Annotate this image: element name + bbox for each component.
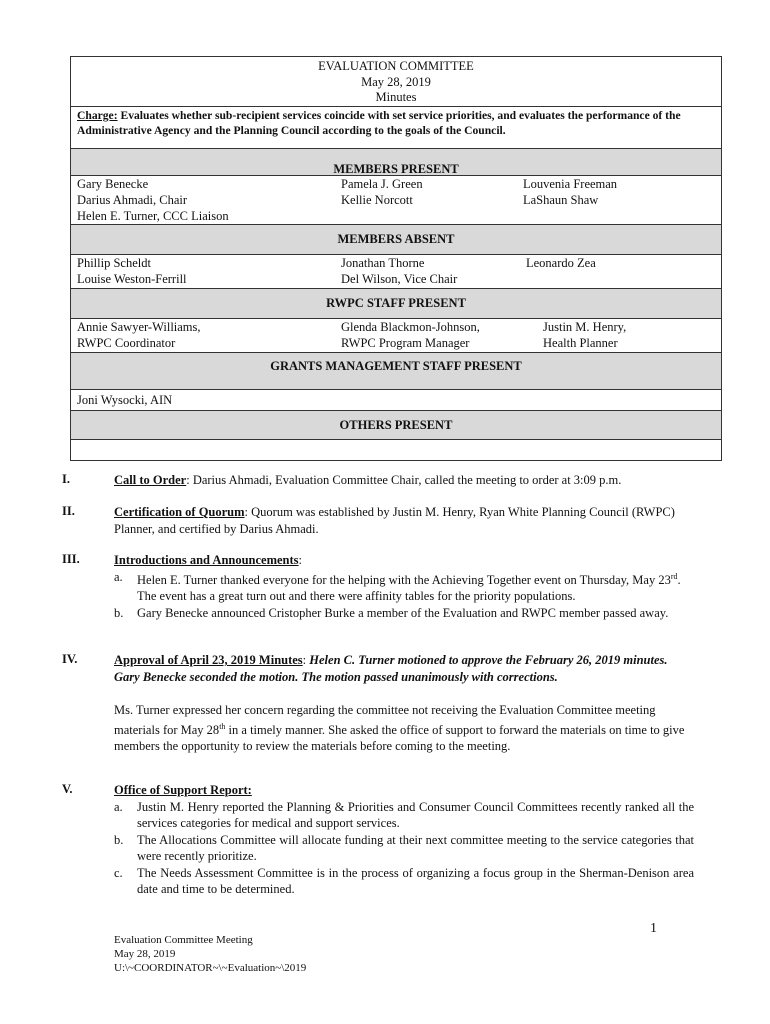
- members-absent-heading: MEMBERS ABSENT: [71, 224, 721, 255]
- grants-staff-heading: GRANTS MANAGEMENT STAFF PRESENT: [71, 352, 721, 390]
- charge-label: Charge:: [77, 108, 118, 122]
- footer: [114, 933, 306, 975]
- members-present-heading: MEMBERS PRESENT: [71, 148, 721, 176]
- list-label: c.: [114, 865, 123, 880]
- motion-text: Helen C. Turner motioned to approve the February 26, 2019 minutes. Gary Benecke seconded the motion. The motion passed unanimously with corrections.: [114, 653, 668, 684]
- document-subtitle: Minutes: [375, 90, 417, 104]
- members-present-list: [71, 176, 721, 224]
- certification-of-quorum: [114, 504, 694, 537]
- list-text: Gary Benecke announced Cristopher Burke a member of the Evaluation and RWPC member passed away.: [137, 605, 669, 620]
- member-name: Louise Weston-Ferrill: [77, 271, 187, 286]
- meeting-date: May 28, 2019: [361, 74, 431, 89]
- others-present-heading: OTHERS PRESENT: [71, 410, 721, 440]
- member-name: Leonardo Zea: [526, 255, 596, 270]
- member-name: Gary Benecke: [77, 176, 149, 191]
- footer-line: Evaluation Committee Meeting: [114, 934, 253, 946]
- section-heading: Call to Order: [114, 473, 187, 487]
- approval-of-minutes: [114, 652, 694, 755]
- staff-name: Glenda Blackmon-Johnson,: [341, 319, 480, 334]
- staff-title: Health Planner: [543, 335, 618, 350]
- member-name: Jonathan Thorne: [341, 255, 425, 270]
- section-heading: Certification of Quorum: [114, 505, 245, 519]
- list-item: [114, 799, 694, 832]
- list-label: a.: [114, 799, 123, 814]
- list-text: . The event has a great turn out and there were affinity tables for the priority populations.: [137, 572, 681, 604]
- staff-present-list: [71, 319, 721, 352]
- paragraph-text: in a timely manner. She asked the office of support to forward the materials on time to give members the opportunity to review the materials before coming to the meeting.: [114, 722, 685, 754]
- footer-line: May 28, 2019: [114, 948, 176, 960]
- section-heading: Approval of April 23, 2019 Minutes: [114, 653, 303, 667]
- member-name: Louvenia Freeman: [523, 176, 618, 191]
- member-name: Pamela J. Green: [341, 176, 423, 191]
- staff-title: RWPC Coordinator: [77, 335, 176, 350]
- member-name: Phillip Scheldt: [77, 255, 151, 270]
- list-text: The Needs Assessment Committee is in the process of organizing a focus group in the Sherman-Denison area date and time to be determined.: [137, 865, 694, 896]
- staff-name: Justin M. Henry,: [543, 319, 627, 334]
- item-number: II.: [62, 504, 75, 518]
- list-item: [114, 832, 694, 865]
- page-number: 1: [650, 921, 657, 936]
- member-name: Del Wilson, Vice Chair: [341, 271, 458, 286]
- list-text: Helen E. Turner thanked everyone for the helping with the Achieving Together event on Thursday, May 23: [137, 572, 671, 587]
- item-number: V.: [62, 782, 73, 796]
- section-heading: Office of Support Report:: [114, 783, 252, 797]
- list-label: b.: [114, 832, 124, 847]
- footer-line: U:\~COORDINATOR~\~Evaluation~\2019: [114, 962, 307, 974]
- title-block: [71, 57, 721, 106]
- others-present-list: [71, 440, 721, 460]
- colon: :: [298, 553, 303, 567]
- item-number: III.: [62, 552, 80, 566]
- item-number: IV.: [62, 652, 78, 666]
- colon: :: [302, 653, 310, 667]
- list-item: [114, 605, 694, 622]
- staff-name: Annie Sawyer-Williams,: [77, 319, 201, 334]
- paragraph-text: Ms. Turner expressed her concern regarding the committee not receiving the Evaluation Committee meeting materials for May 28: [114, 703, 656, 737]
- list-text: Justin M. Henry reported the Planning & Priorities and Consumer Council Committees recently ranked all the services categories for medical and support services.: [137, 799, 694, 830]
- ordinal-suffix: rd: [670, 571, 678, 581]
- list-item: [114, 865, 694, 898]
- list-text: The Allocations Committee will allocate funding at their next committee meeting to the service categories that were recently prioritize.: [137, 832, 694, 863]
- staff-present-heading: RWPC STAFF PRESENT: [71, 288, 721, 319]
- members-absent-list: [71, 255, 721, 288]
- section-text: : Darius Ahmadi, Evaluation Committee Chair, called the meeting to order at 3:09 p.m.: [186, 473, 622, 487]
- list-item: [114, 569, 694, 605]
- charge-text: Evaluates whether sub-recipient services coincide with set service priorities, and evaluates the performance of the Administrative Agency and the Planning Council according to the goals of the Council.: [77, 108, 681, 137]
- charge-statement: [71, 106, 721, 148]
- member-name: Kellie Norcott: [341, 192, 413, 207]
- document-title: EVALUATION COMMITTEE: [318, 59, 474, 73]
- office-of-support-report: [114, 782, 694, 898]
- grants-staff-name: Joni Wysocki, AIN: [77, 392, 173, 407]
- header-table: [70, 56, 722, 461]
- staff-title: RWPC Program Manager: [341, 335, 470, 350]
- item-number: I.: [62, 472, 70, 486]
- call-to-order: [114, 472, 694, 489]
- list-label: b.: [114, 605, 124, 620]
- section-heading: Introductions and Announcements: [114, 553, 299, 567]
- introductions-announcements: [114, 552, 694, 621]
- list-label: a.: [114, 569, 123, 584]
- member-name: Helen E. Turner, CCC Liaison: [77, 208, 229, 223]
- concern-paragraph: [114, 702, 694, 755]
- section-text: : Quorum was established by Justin M. Henry, Ryan White Planning Council (RWPC) Planner, and certified by Darius Ahmadi.: [114, 505, 675, 536]
- member-name: Darius Ahmadi, Chair: [77, 192, 188, 207]
- member-name: LaShaun Shaw: [523, 192, 599, 207]
- ordinal-suffix: th: [219, 721, 226, 731]
